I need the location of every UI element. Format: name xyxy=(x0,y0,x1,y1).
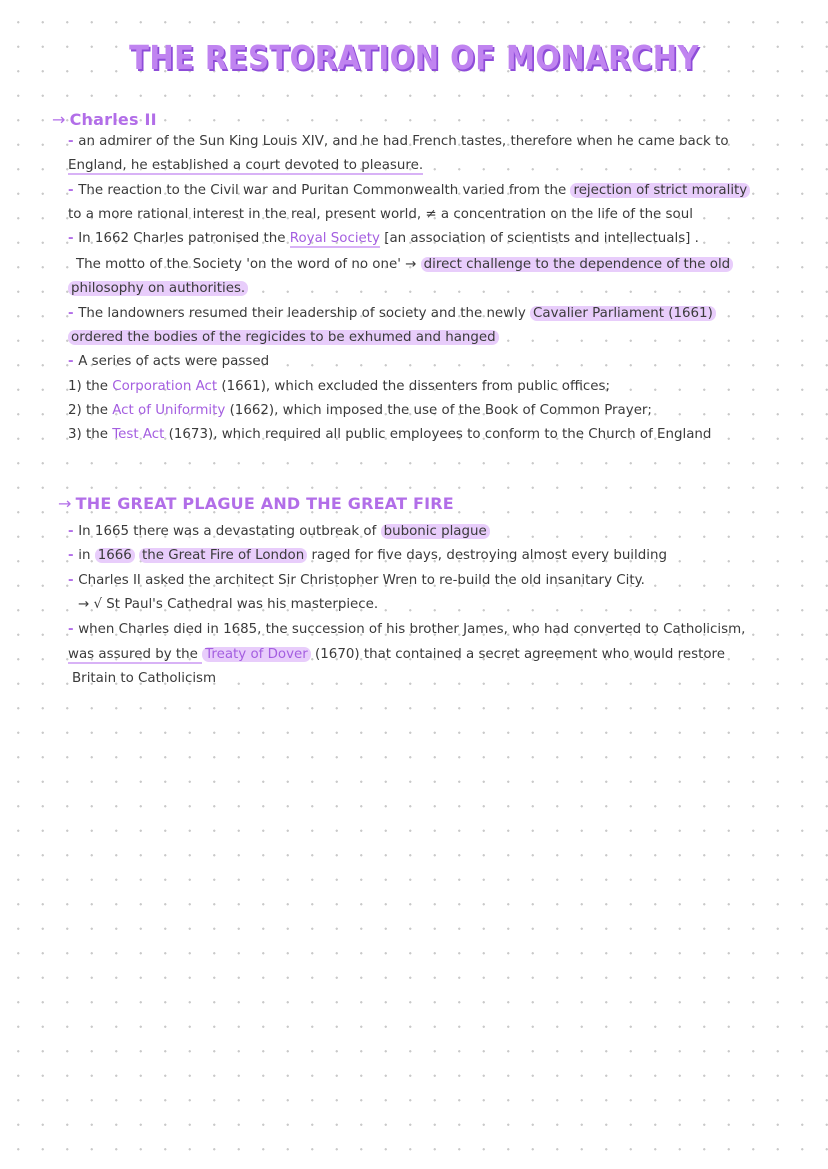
highlight-text: direct challenge to the dependence of the old xyxy=(421,257,734,272)
note-line xyxy=(72,669,216,689)
note-line xyxy=(68,401,652,421)
note-text: (1673), which required all public employees to conform to the Church of England xyxy=(164,427,712,442)
keyword-text: Act of Uniformity xyxy=(112,403,226,418)
keyword-text: Royal Society xyxy=(289,231,380,246)
arrow-icon: → xyxy=(52,110,66,129)
note-line xyxy=(78,595,378,615)
note-text: 3) the xyxy=(68,427,113,442)
highlight-text: Cavalier Parliament (1661) xyxy=(530,306,716,321)
note-line xyxy=(68,352,269,372)
note-text: The motto of the Society 'on the word of no one' → xyxy=(76,257,421,272)
highlight-text: rejection of strict morality xyxy=(570,183,750,198)
keyword-text: Test Act xyxy=(112,427,165,442)
heading-text: Charles II xyxy=(69,110,157,129)
bullet-dash: - xyxy=(68,306,79,321)
note-line xyxy=(68,571,645,591)
bullet-dash: - xyxy=(68,548,79,563)
bullet-dash: - xyxy=(68,231,79,246)
heading-text: THE GREAT PLAGUE AND THE GREAT FIRE xyxy=(75,494,454,513)
note-text: In 1665 there was a devastating outbreak of xyxy=(78,524,381,539)
note-text: 2) the xyxy=(68,403,113,418)
note-line xyxy=(68,279,248,299)
note-line xyxy=(68,205,693,225)
keyword-text: Treaty of Dover xyxy=(202,647,311,662)
note-line xyxy=(68,229,699,249)
bullet-dash: - xyxy=(68,524,79,539)
note-line xyxy=(68,181,750,201)
note-text: (1662), which imposed the use of the Book of Common Prayer; xyxy=(225,403,652,418)
note-line xyxy=(68,377,610,397)
bullet-dash: - xyxy=(68,134,79,149)
note-text: when Charles died in 1685, the succession of his brother James, who had converted to Catholicism, xyxy=(78,622,746,637)
note-text: The landowners resumed their leadership of society and the newly xyxy=(78,306,531,321)
note-text: Charles II asked the architect Sir Christopher Wren to re-build the old insanitary City. xyxy=(78,573,645,588)
note-line xyxy=(68,546,667,566)
section-heading-charles-ii xyxy=(52,110,157,129)
note-line xyxy=(68,522,490,542)
note-text: A series of acts were passed xyxy=(78,354,270,369)
note-line xyxy=(68,425,711,445)
note-text: (1661), which excluded the dissenters from public offices; xyxy=(217,379,611,394)
note-text: [an association of scientists and intellectuals] . xyxy=(379,231,699,246)
bullet-dash: - xyxy=(68,622,79,637)
bullet-dash: - xyxy=(68,354,79,369)
highlight-text: ordered the bodies of the regicides to be exhumed and hanged xyxy=(68,330,499,345)
note-line xyxy=(68,328,499,348)
note-text: (1670) that contained a secret agreement who would restore xyxy=(310,647,725,662)
note-line xyxy=(68,156,423,176)
highlight-text: bubonic plague xyxy=(381,524,490,539)
highlight-text: 1666 xyxy=(95,548,135,563)
bullet-dash: - xyxy=(68,573,79,588)
note-text: England, he established a court devoted to pleasure. xyxy=(68,158,424,173)
note-text: to a more rational interest in the real, present world, ≠ a concentration on the life of the soul xyxy=(68,207,693,222)
keyword-text: Corporation Act xyxy=(112,379,218,394)
note-text: → √ St Paul's Cathedral was his masterpiece. xyxy=(78,597,379,612)
note-text: 1) the xyxy=(68,379,113,394)
note-line xyxy=(68,620,745,640)
note-text: an admirer of the Sun King Louis XIV, and he had French tastes, therefore when he came back to xyxy=(78,134,729,149)
section-heading-plague-fire xyxy=(58,494,454,513)
note-text: The reaction to the Civil war and Puritan Commonwealth varied from the xyxy=(78,183,571,198)
note-line xyxy=(68,132,729,152)
note-line xyxy=(76,255,733,275)
page-title: THE RESTORATION OF MONARCHY xyxy=(129,38,699,77)
bullet-dash: - xyxy=(68,183,79,198)
note-line xyxy=(68,304,716,324)
highlight-text: the Great Fire of London xyxy=(139,548,307,563)
note-text: Britain to Catholicism xyxy=(72,671,217,686)
highlight-text: philosophy on authorities. xyxy=(68,281,248,296)
note-line xyxy=(68,645,725,665)
note-text: In 1662 Charles patronised the xyxy=(78,231,290,246)
note-text: in xyxy=(78,548,95,563)
note-text: was assured by the xyxy=(68,647,203,662)
note-text: raged for five days, destroying almost every building xyxy=(307,548,667,563)
arrow-icon: → xyxy=(58,494,72,513)
